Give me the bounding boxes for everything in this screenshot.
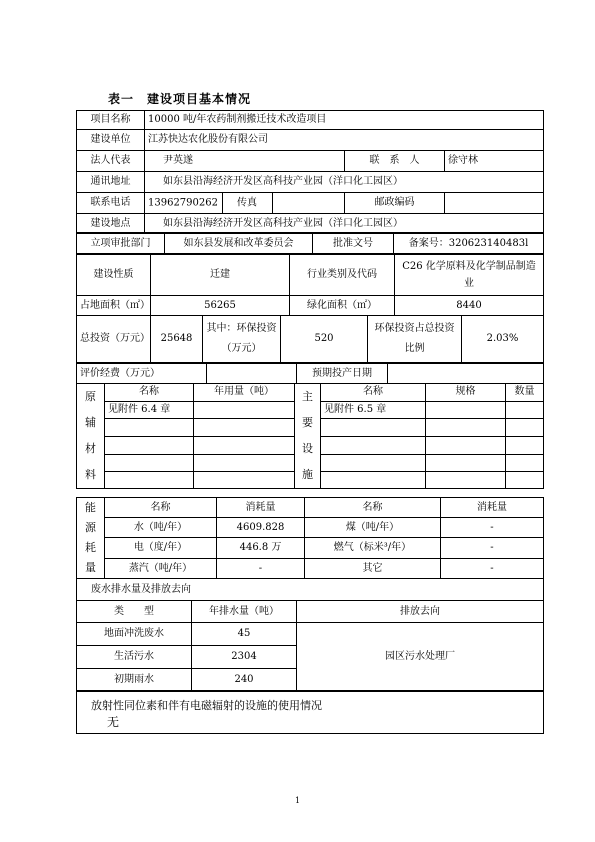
energy-table	[76, 497, 544, 579]
wastewater-heading-row	[77, 579, 544, 601]
materials-header-row	[77, 384, 544, 402]
energy-item-value: 4609.828	[217, 518, 305, 538]
radiation-row	[77, 691, 544, 734]
row-investment	[77, 316, 544, 363]
project-name-label: 项目名称	[77, 111, 145, 130]
legal-rep-value: 尹英遂	[145, 151, 345, 172]
row-phone	[77, 193, 544, 214]
contact-value: 徐守林	[445, 151, 544, 172]
energy-header-row	[77, 498, 544, 518]
wastewater-amount-header: 年排水量（吨）	[192, 601, 297, 623]
nature-label: 建设性质	[77, 254, 151, 296]
row-project-name	[77, 111, 544, 130]
invest-value: 25648	[151, 316, 203, 363]
unit-value: 江苏快达农化股份有限公司	[145, 130, 544, 151]
page-number: 1	[294, 796, 301, 805]
project-name-value: 10000 吨/年农药制剂搬迁技术改造项目	[145, 111, 544, 130]
row-approval	[77, 233, 544, 255]
energy-consumption-header: 消耗量	[217, 498, 305, 518]
row-nature	[77, 254, 544, 296]
materials-usage-header: 年用量（吨）	[194, 384, 295, 402]
industry-label: 行业类别及代码	[290, 254, 395, 296]
row-legal	[77, 151, 544, 172]
row-unit	[77, 130, 544, 151]
energy-item-value: -	[217, 559, 305, 579]
address-value: 如东县沿海经济开发区高科技产业园（洋口化工园区）	[145, 172, 544, 193]
row-address	[77, 172, 544, 193]
energy-name-header: 名称	[105, 498, 217, 518]
radiation-cell	[77, 691, 544, 734]
phone-number: 13962790262	[148, 197, 218, 209]
start-date-label: 预期投产日期	[297, 364, 388, 384]
eval-fee-label: 评价经费（万元）	[77, 364, 207, 384]
approval-no-value: 备案号：320623140483l	[394, 233, 544, 255]
wastewater-type: 初期雨水	[77, 669, 192, 692]
energy-row	[77, 538, 544, 559]
wastewater-type-header: 类 型	[77, 601, 192, 623]
wastewater-dest-header: 排放去向	[297, 601, 544, 623]
site-label: 建设地点	[77, 214, 145, 234]
wastewater-amount: 240	[192, 669, 297, 692]
energy-side-label: 能源耗量	[77, 498, 105, 579]
energy-item-value: -	[441, 559, 544, 579]
postcode-value	[445, 193, 544, 214]
row-area	[77, 296, 544, 316]
radiation-value: 无	[107, 715, 120, 729]
materials-facilities-table	[76, 383, 544, 489]
ratio-value: 2.03%	[462, 316, 544, 363]
energy-item-name: 水（吨/年）	[105, 518, 217, 538]
materials-name-header: 名称	[105, 384, 194, 402]
radiation-heading: 放射性同位素和伴有电磁辐射的设施的使用情况	[91, 699, 322, 712]
area-label: 占地面积（㎡）	[77, 296, 151, 316]
wastewater-destination: 园区污水处理厂	[297, 623, 544, 692]
approval-no-label: 批准文号	[313, 233, 394, 255]
energy-consumption-header-2: 消耗量	[441, 498, 544, 518]
facilities-qty-header: 数量	[506, 384, 544, 402]
wastewater-amount: 2304	[192, 646, 297, 669]
industry-value: C26 化学原料及化学制品制造业	[395, 254, 544, 296]
energy-item-name: 电（度/年）	[105, 538, 217, 559]
facilities-spec-header: 规格	[426, 384, 506, 402]
fax-label: 传真	[237, 197, 257, 209]
fax-value	[273, 193, 345, 214]
approval-dept-value: 如东县发展和改革委员会	[165, 233, 313, 255]
energy-name-header-2: 名称	[305, 498, 441, 518]
energy-item-value: -	[441, 538, 544, 559]
investment-table	[76, 315, 544, 363]
env-invest-value: 520	[281, 316, 368, 363]
energy-item-name: 煤（吨/年）	[305, 518, 441, 538]
ratio-label: 环保投资占总投资比例	[368, 316, 462, 363]
area-value: 56265	[151, 296, 290, 316]
phone-value	[145, 193, 273, 214]
energy-item-name: 燃气（标米³/年）	[305, 538, 441, 559]
wastewater-type: 地面冲洗废水	[77, 623, 192, 646]
energy-item-name: 其它	[305, 559, 441, 579]
wastewater-header-row	[77, 601, 544, 623]
green-label: 绿化面积（㎡）	[290, 296, 395, 316]
approval-table	[76, 232, 544, 255]
unit-label: 建设单位	[77, 130, 145, 151]
phone-label: 联系电话	[77, 193, 145, 214]
wastewater-row	[77, 623, 544, 646]
wastewater-table	[76, 578, 544, 692]
facilities-first-item: 见附件 6.5 章	[321, 401, 426, 419]
site-value: 如东县沿海经济开发区高科技产业园（洋口化工园区）	[145, 214, 544, 234]
materials-side-label: 原辅材料	[77, 384, 105, 489]
energy-row	[77, 518, 544, 538]
postcode-label: 邮政编码	[345, 193, 445, 214]
radiation-table	[76, 690, 544, 734]
wastewater-amount: 45	[192, 623, 297, 646]
contact-label: 联 系 人	[345, 151, 445, 172]
fee-table	[76, 363, 544, 384]
energy-item-value: 446.8 万	[217, 538, 305, 559]
invest-label: 总投资（万元）	[77, 316, 151, 363]
approval-dept-label: 立项审批部门	[77, 233, 165, 255]
energy-item-name: 蒸汽（吨/年）	[105, 559, 217, 579]
row-fee	[77, 364, 544, 384]
eval-fee-value	[207, 364, 297, 384]
energy-row	[77, 559, 544, 579]
materials-first-item: 见附件 6.4 章	[105, 401, 194, 419]
env-invest-label: 其中：环保投资（万元）	[203, 316, 281, 363]
facilities-side-label: 主要设施	[295, 384, 321, 489]
start-date-value	[388, 364, 544, 384]
energy-item-value: -	[441, 518, 544, 538]
basic-info-table	[76, 110, 544, 234]
row-site	[77, 214, 544, 234]
wastewater-type: 生活污水	[77, 646, 192, 669]
page-title: 表一 建设项目基本情况	[108, 92, 252, 106]
address-label: 通讯地址	[77, 172, 145, 193]
nature-table	[76, 253, 544, 316]
legal-rep-label: 法人代表	[77, 151, 145, 172]
nature-value: 迁建	[151, 254, 290, 296]
green-value: 8440	[395, 296, 544, 316]
facilities-name-header: 名称	[321, 384, 426, 402]
wastewater-heading: 废水排水量及排放去向	[77, 579, 544, 601]
